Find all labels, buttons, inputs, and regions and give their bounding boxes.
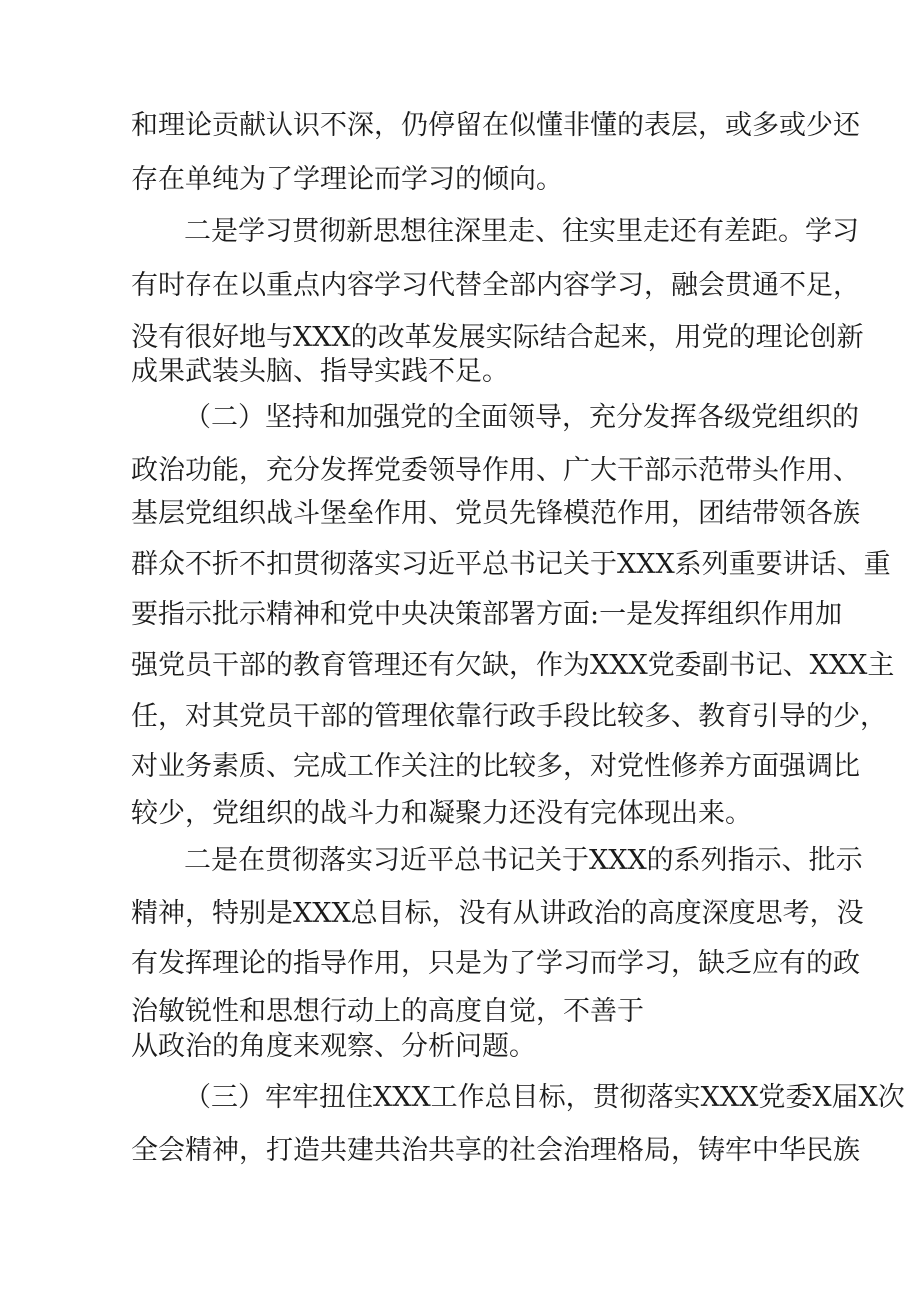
text-line: 群众不折不扣贯彻落实习近平总书记关于XXX系列重要讲话、重	[131, 549, 891, 580]
text-line: 和理论贡献认识不深，仍停留在似懂非懂的表层，或多或少还	[131, 110, 860, 141]
text-line: 任，对其党员干部的管理依靠行政手段比较多、教育引导的少，	[131, 701, 887, 732]
text-line: 治敏锐性和思想行动上的高度自觉，不善于	[131, 996, 644, 1027]
text-line: 从政治的角度来观察、分析问题。	[131, 1031, 536, 1062]
text-line: 二是在贯彻落实习近平总书记关于XXX的系列指示、批示	[184, 845, 863, 876]
text-line: 有发挥理论的指导作用，只是为了学习而学习，缺乏应有的政	[131, 948, 860, 979]
text-line: 有时存在以重点内容学习代替全部内容学习，融会贯通不足，	[131, 270, 860, 301]
text-line: 全会精神，打造共建共治共享的社会治理格局，铸牢中华民族	[131, 1135, 860, 1166]
text-line: 基层党组织战斗堡垒作用、党员先锋模范作用，团结带领各族	[131, 498, 860, 529]
text-line: 要指示批示精神和党中央决策部署方面:一是发挥组织作用加	[131, 599, 843, 630]
text-line: 对业务素质、完成工作关注的比较多，对党性修养方面强调比	[131, 751, 860, 782]
text-line: 二是学习贯彻新思想往深里走、往实里走还有差距。学习	[184, 216, 859, 247]
text-line: （二）坚持和加强党的全面领导，充分发挥各级党组织的	[184, 402, 859, 433]
text-line: 精神，特别是XXX总目标，没有从讲政治的高度深度思考，没	[131, 898, 864, 929]
text-line: 存在单纯为了学理论而学习的倾向。	[131, 164, 563, 195]
text-line: 没有很好地与XXX的改革发展实际结合起来，用党的理论创新	[131, 322, 864, 353]
text-line: 政治功能，充分发挥党委领导作用、广大干部示范带头作用、	[131, 455, 860, 486]
text-line: 强党员干部的教育管理还有欠缺，作为XXX党委副书记、XXX主	[131, 650, 895, 681]
text-line: 成果武装头脑、指导实践不足。	[131, 356, 509, 387]
text-line: 较少，党组织的战斗力和凝聚力还没有完体现出来。	[131, 798, 752, 829]
text-line: （三）牢牢扭住XXX工作总目标，贯彻落实XXX党委X届X次	[184, 1082, 905, 1113]
